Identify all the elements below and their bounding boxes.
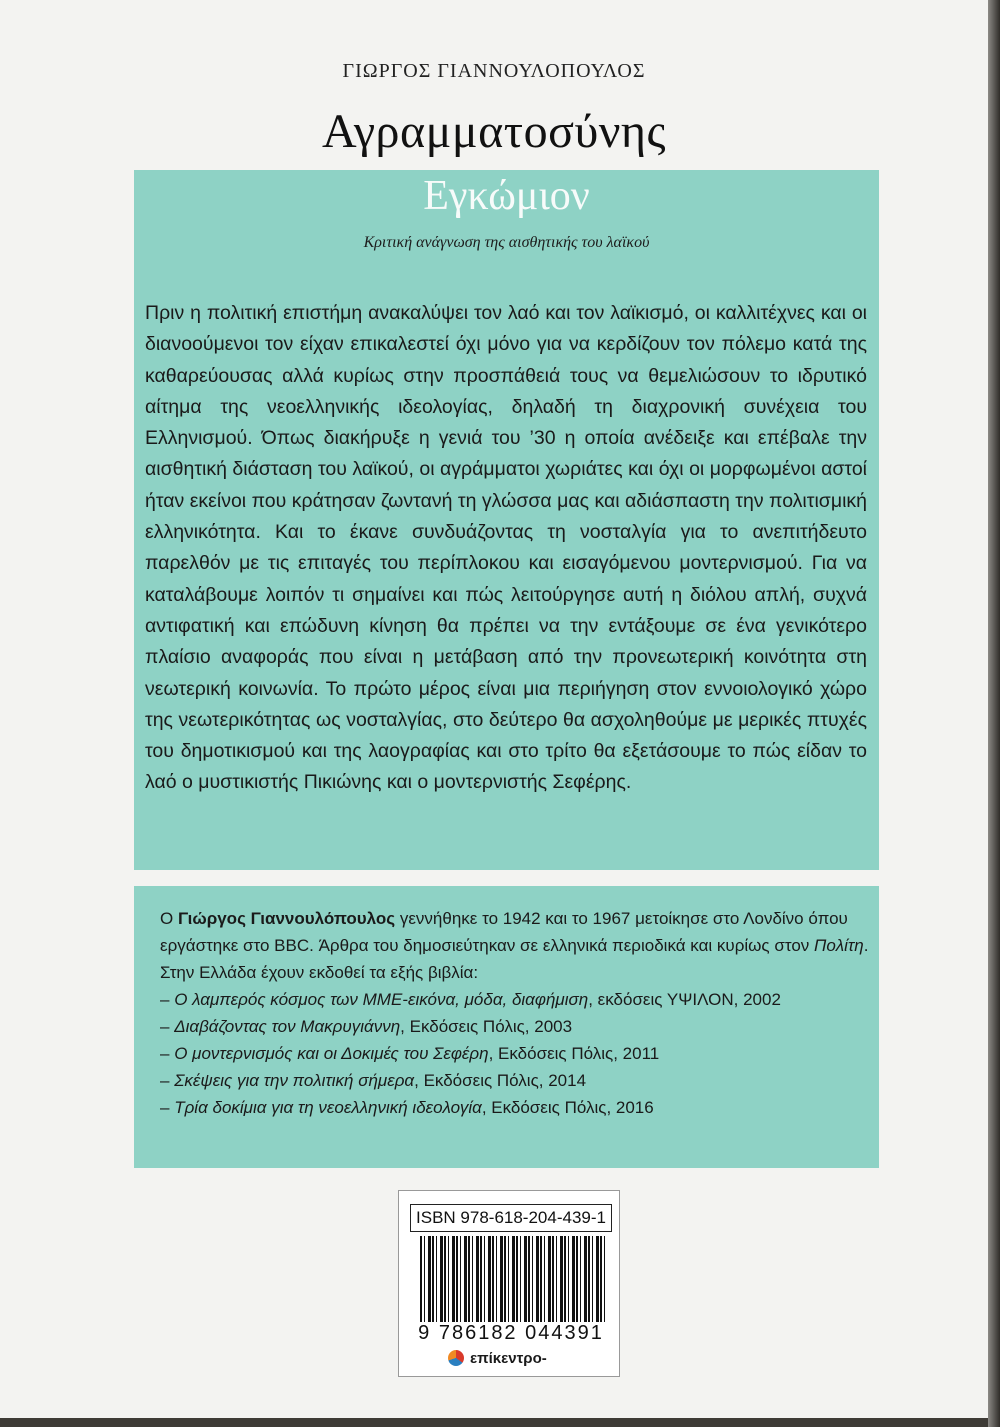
list-item: – Τρία δοκίμια για τη νεοελληνική ιδεολογία, Εκδόσεις Πόλις, 2016 (160, 1098, 654, 1117)
book-publisher-item: , Εκδόσεις Πόλις, 2014 (414, 1071, 587, 1090)
list-item: – Διαβάζοντας τον Μακρυγιάννη, Εκδόσεις Πόλις, 2003 (160, 1017, 573, 1036)
book-subtitle: Εγκώμιον (423, 173, 590, 219)
blurb-text: Πριν η πολιτική επιστήμη ανακαλύψει τον λαό και τον λαϊκισμό, οι καλλιτέχνες και οι διανοούμενοι τον είχαν επικαλεστεί όχι μόνο για να κερδίζουν τον πόλεμο κατά της καθαρεύουσας αλλά κυρίως στην προσπάθειά τους να θεμελιώσουν το ιδρυτικό αίτημα της νεοελληνικής ιδεολογίας, δηλαδή τη διαχρονική συνέχεια του Ελληνισμού. Όπως διακήρυξε η γενιά του ’30 η οποία ανέδειξε και επέβαλε την αισθητική διάσταση του λαϊκού, οι αγράμματοι χωριάτες και όχι οι μορφωμένοι αστοί ήταν εκείνοι που κράτησαν ζωντανή τη γλώσσα μας και αδιάσπαστη την πολιτισμική ελληνικότητα. Και το έκανε συνδυάζοντας τη νοσταλγία για το ανεπιτήδευτο παρελθόν με τις επιταγές του περίπλοκου και εισαγόμενου μοντερνισμού. Για να καταλάβουμε λοιπόν τι σημαίνει και πώς λειτούργησε αυτή η διόλου απλή, συχνά αντιφατική και επώδυνη κίνηση θα πρέπει να την εντάξουμε σε ένα γενικότερο πλαίσιο αναφοράς που είναι η μετάβαση από την προνεωτερική κοινότητα στη νεωτερική κοινωνία. Το πρώτο μέρος είναι μια περιήγηση στον εννοιολογικό χώρο της νεωτερικότητας ως νοσταλγίας, στο δεύτερο θα ασχοληθούμε με μερικές πτυχές του δημοτικισμού και της λαογραφίας και στο τρίτο θα εξετάσουμε το πώς είδαν το λαό ο μυστικιστής Πικιώνης και ο μοντερνιστής Σεφέρης. (145, 302, 867, 794)
book-tagline: Κριτική ανάγνωση της αισθητικής του λαϊκού (363, 234, 650, 251)
list-item: – Ο λαμπερός κόσμος των ΜΜΕ-εικόνα, μόδα, διαφήμιση, εκδόσεις ΥΨΙΛΟΝ, 2002 (160, 990, 781, 1009)
list-item: – Ο μοντερνισμός και οι Δοκιμές του Σεφέρη, Εκδόσεις Πόλις, 2011 (160, 1044, 660, 1063)
book-title-item: Σκέψεις για την πολιτική σήμερα (174, 1071, 415, 1090)
book-list (160, 986, 880, 1121)
book-publisher-item: , Εκδόσεις Πόλις, 2003 (400, 1017, 573, 1036)
list-item: – Σκέψεις για την πολιτική σήμερα, Εκδόσεις Πόλις, 2014 (160, 1071, 587, 1090)
author-bio (160, 905, 880, 1121)
book-publisher-item: , Εκδόσεις Πόλις, 2016 (481, 1098, 654, 1117)
author-name: ΓΙΩΡΓΟΣ ΓΙΑΝΝΟΥΛΟΠΟΥΛΟΣ (342, 60, 646, 82)
book-title-item: Ο μοντερνισμός και οι Δοκιμές του Σεφέρη (174, 1044, 489, 1063)
barcode-digits: 9 786182 044391 (418, 1322, 604, 1344)
book-title: Αγραμματοσύνης (321, 105, 667, 158)
book-publisher-item: , Εκδόσεις Πόλις, 2011 (488, 1044, 660, 1063)
bio-magazine: Πολίτη (814, 936, 864, 955)
publisher-logo (448, 1345, 578, 1371)
bio-text-1: γεννήθηκε το 1942 και το 1967 μετοίκησε στο Λονδίνο όπου εργάστηκε στο BBC. Άρθρα του δημοσιεύτηκαν σε ελληνικά περιοδικά και κυρίως στον (160, 909, 848, 955)
barcode-icon (420, 1236, 608, 1322)
book-title-item: Διαβάζοντας τον Μακρυγιάννη (174, 1017, 401, 1036)
book-publisher-item: , εκδόσεις ΥΨΙΛΟΝ, 2002 (588, 990, 781, 1009)
bio-prefix: Ο (160, 909, 178, 928)
publisher-name: επίκεντρο- (470, 1349, 547, 1367)
bio-author-name: Γιώργος Γιαννουλόπουλος (177, 909, 396, 928)
book-title-item: Τρία δοκίμια για τη νεοελληνική ιδεολογία (174, 1098, 482, 1117)
publisher-logo-icon (448, 1350, 464, 1366)
book-title-item: Ο λαμπερός κόσμος των ΜΜΕ-εικόνα, μόδα, διαφήμιση (174, 990, 589, 1009)
bio-text-2: . Στην Ελλάδα έχουν εκδοθεί τα εξής βιβλία: (160, 936, 869, 982)
isbn-text: ISBN 978-618-204-439-1 (410, 1204, 612, 1232)
background-edge (988, 0, 1000, 1427)
